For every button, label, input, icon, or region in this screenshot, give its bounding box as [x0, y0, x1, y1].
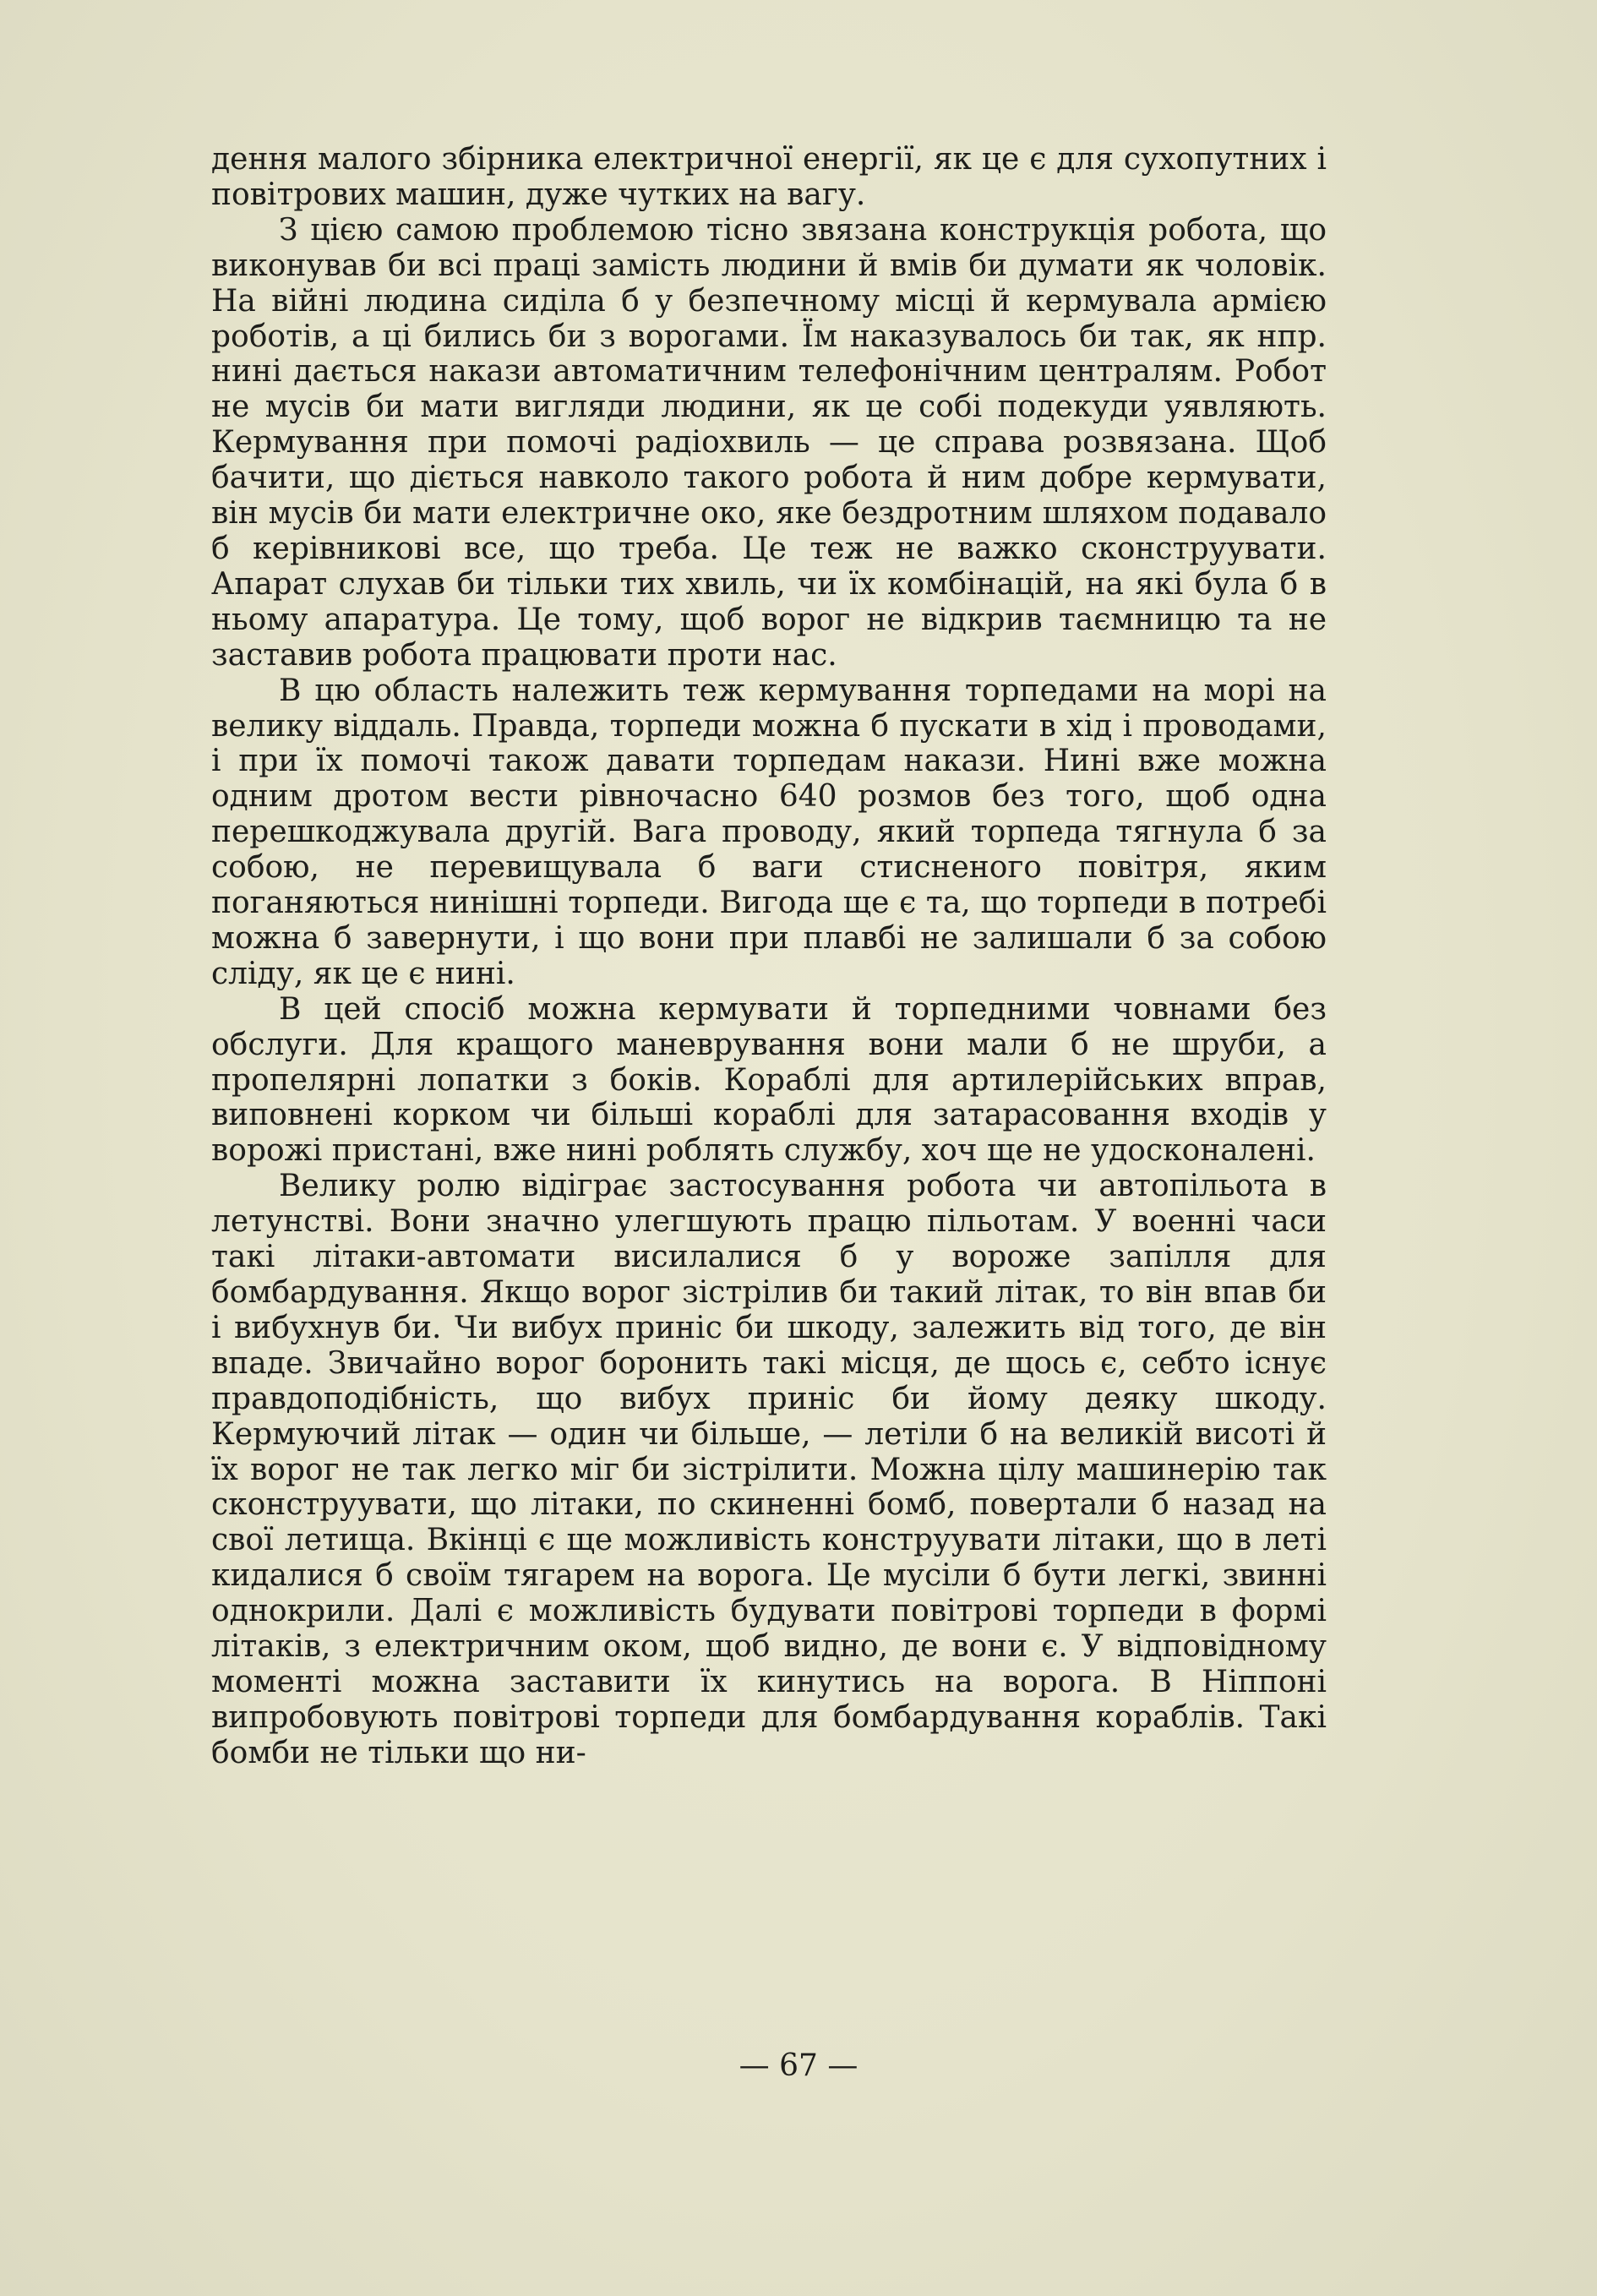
paragraph-1: дення малого збірника електричної енергії, як це є для сухопутних і повітрових машин, дуже чутких на вагу.	[211, 142, 1327, 212]
paragraph-2: З цією самою проблемою тісно звязана конструкція робота, що виконував би всі праці замість людини й вмів би думати як чоловік. На війні людина сиділа б у безпечному місці й кермувала армією роботів, а ці бились би з ворогами. Їм наказувалось би так, як нпр. нині дається накази автоматичним телефонічним централям. Робот не мусів би мати вигляди людини, як це собі подекуди уявляють. Кермування при помочі радіохвиль — це справа розвязана. Щоб бачити, що діється навколо такого робота й ним добре кермувати, він мусів би мати електричне око, яке бездротним шляхом подавало б керівникові все, що треба. Це теж не важко сконструувати. Апарат слухав би тільки тих хвиль, чи їх комбінацій, на які була б в ньому апаратура. Це тому, щоб ворог не відкрив таємницю та не заставив робота працювати проти нас.	[211, 212, 1327, 673]
page-number: — 67 —	[739, 2048, 858, 2083]
paragraph-4: В цей спосіб можна кермувати й торпедними човнами без обслуги. Для кращого маневрування вони мали б не шруби, а пропелярні лопатки з боків. Кораблі для артилерійських вправ, виповнені корком чи більші кораблі для затарасовання входів у ворожі пристані, вже нині роблять службу, хоч ще не удосконалені.	[211, 991, 1327, 1169]
paragraph-3: В цю область належить теж кермування торпедами на морі на велику віддаль. Правда, торпеди можна б пускати в хід і проводами, і при їх помочі також давати торпедам накази. Нині вже можна одним дротом вести рівночасно 640 розмов без того, щоб одна перешкоджувала другій. Вага проводу, який торпеда тягнула б за собою, не перевищувала б ваги стисненого повітря, яким поганяються нинішні торпеди. Вигода ще є та, що торпеди в потребі можна б завернути, і що вони при плавбі не залишали б за собою сліду, як це є нині.	[211, 673, 1327, 991]
paragraph-5: Велику ролю відіграє застосування робота чи автопільота в летунстві. Вони значно улегшують працю пільотам. У военні часи такі літаки-автомати висилалися б у вороже запілля для бомбардування. Якщо ворог зістрілив би такий літак, то він впав би і вибухнув би. Чи вибух приніс би шкоду, залежить від того, де він впаде. Звичайно ворог боронить такі місця, де щось є, себто існує правдоподібність, що вибух приніс би йому деяку шкоду. Кермуючий літак — один чи більше, — летіли б на великій висоті й їх ворог не так легко міг би зістрілити. Можна цілу машинерію так сконструувати, що літаки, по скиненні бомб, повертали б назад на свої летища. Вкінці є ще можливість конструувати літаки, що в леті кидалися б своїм тягарем на ворога. Це мусіли б бути легкі, звинні однокрили. Далі є можливість будувати повітрові торпеди в формі літаків, з електричним оком, щоб видно, де вони є. У відповідному моменті можна заставити їх кинутись на ворога. В Ніппоні випробовують повітрові торпеди для бомбардування кораблів. Такі бомби не тільки що ни-	[211, 1169, 1327, 1770]
body-text	[211, 142, 1327, 1771]
